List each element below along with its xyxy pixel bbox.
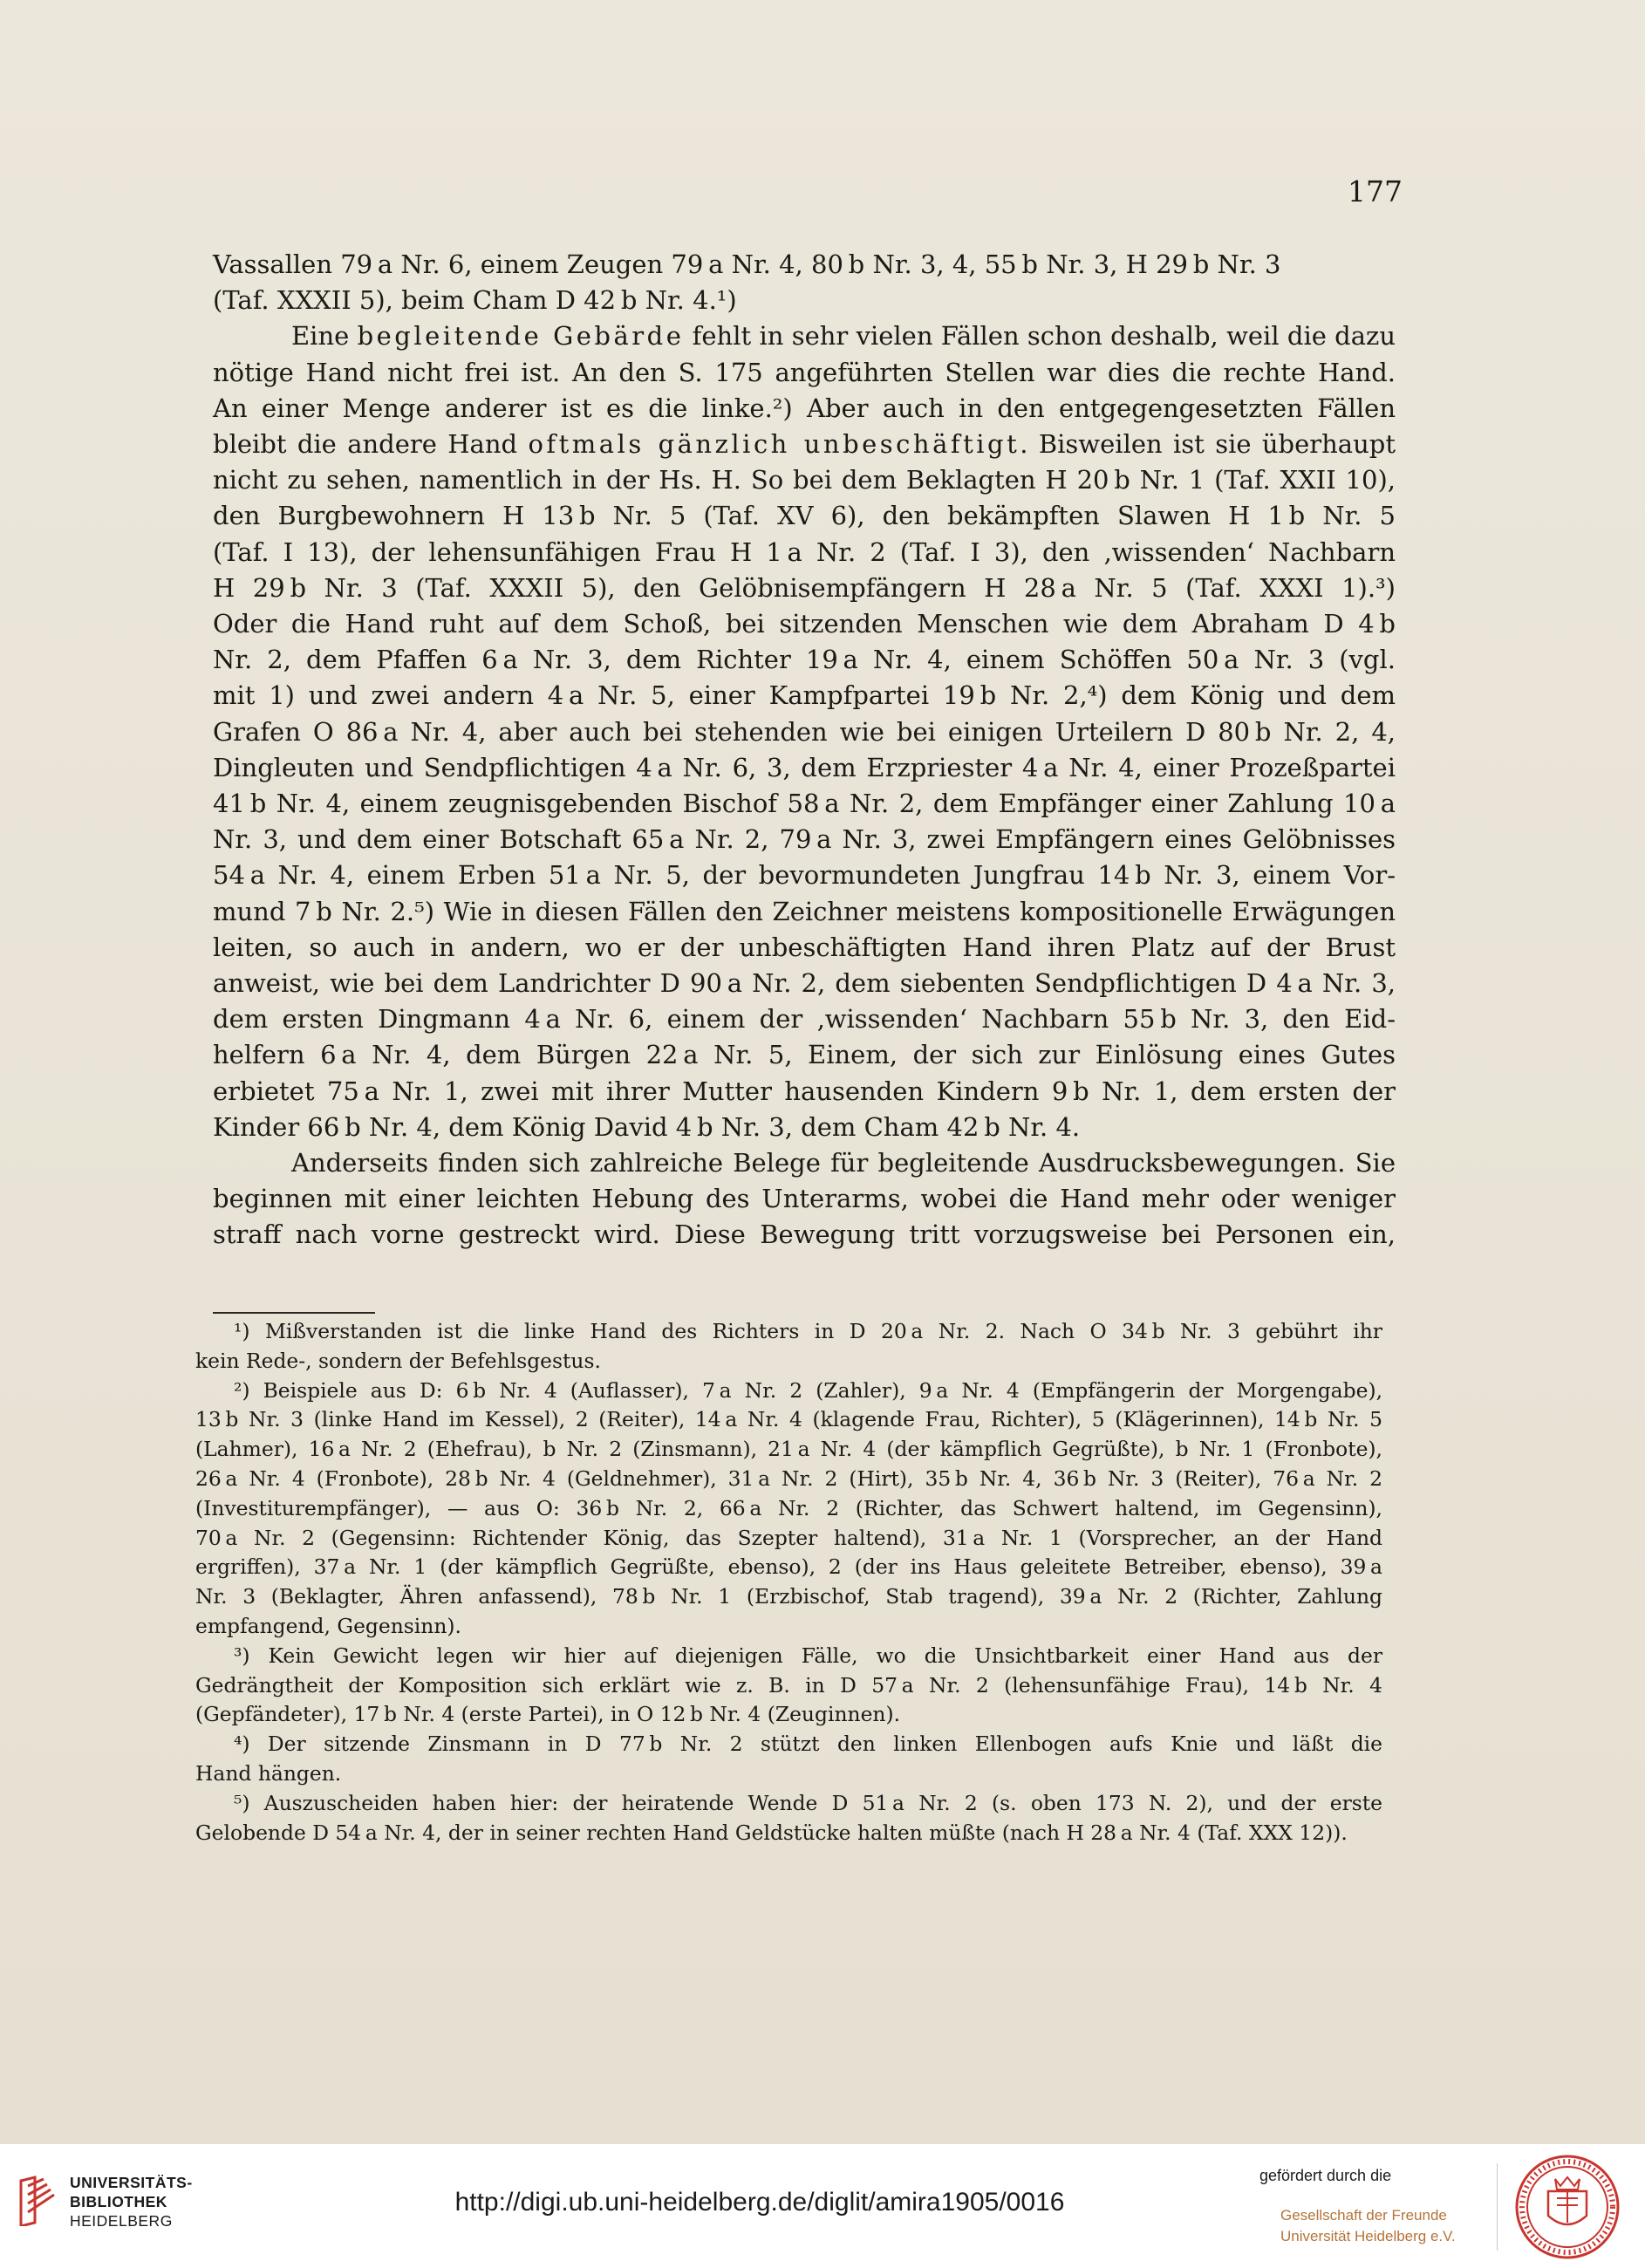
text-line: H 29 b Nr. 3 (Taf. XXXII 5), den Gelöbnisempfängern H 28 a Nr. 5 (Taf. XXXI 1).³) [213, 572, 1396, 603]
text-line: helfern 6 a Nr. 4, dem Bürgen 22 a Nr. 5, Einem, der sich zur Einlösung eines Gutes [213, 1040, 1396, 1070]
footer-bar [0, 2144, 1645, 2268]
footnote-line: Hand hängen. [195, 1760, 342, 1786]
text-line: nicht zu sehen, namentlich in der Hs. H. So bei dem Beklagten H 20 b Nr. 1 (Taf. XXII 10), [213, 465, 1396, 495]
text-line: mit 1) und zwei andern 4 a Nr. 5, einer Kampfpartei 19 b Nr. 2,⁴) dem König und dem [213, 680, 1396, 711]
text-line: Kinder 66 b Nr. 4, dem König David 4 b Nr. 3, dem Cham 42 b Nr. 4. [213, 1111, 1081, 1142]
text-line: (Taf. XXXII 5), beim Cham D 42 b Nr. 4.¹) [213, 285, 737, 316]
library-name-line: UNIVERSITÄTS- [70, 2174, 193, 2191]
society-name-line: Universität Heidelberg e.V. [1280, 2228, 1456, 2244]
text-line: den Burgbewohnern H 13 b Nr. 5 (Taf. XV 6), den bekämpften Slawen H 1 b Nr. 5 [213, 501, 1396, 531]
text-line: bleibt die andere Hand oftmals gänzlich unbeschäftigt. Bisweilen ist sie überhaupt [213, 429, 1396, 460]
main-text [213, 247, 1396, 1254]
emphasized-phrase: oftmals gänzlich unbeschäftigt [528, 429, 1020, 460]
text-line: dem ersten Dingmann 4 a Nr. 6, einem der ‚wissenden‘ Nachbarn 55 b Nr. 3, den Eid- [213, 1004, 1396, 1035]
text-line: leiten, so auch in andern, wo er der unbeschäftigten Hand ihren Platz auf der Brust [213, 932, 1396, 962]
footnote-line: (Lahmer), 16 a Nr. 2 (Ehefrau), b Nr. 2 (Zinsmann), 21 a Nr. 4 (der kämpflich Gegrüßte), b Nr. 1 (Fronbote), [195, 1437, 1382, 1462]
text-line: Anderseits finden sich zahlreiche Belege für begleitende Ausdrucksbewegungen. Sie [291, 1148, 1396, 1178]
text-line: Nr. 3, und dem einer Botschaft 65 a Nr. 2, 79 a Nr. 3, zwei Empfängern eines Gelöbnisses [213, 824, 1396, 855]
text-line: Nr. 2, dem Pfaffen 6 a Nr. 3, dem Richter 19 a Nr. 4, einem Schöffen 50 a Nr. 3 (vgl. [213, 645, 1396, 675]
footnote-line: kein Rede-, sondern der Befehlsgestus. [195, 1348, 601, 1373]
footnote-line: Gelobende D 54 a Nr. 4, der in seiner rechten Hand Geldstücke halten müßte (nach H 28 a Nr. 4 (Taf. XXX 12)). [195, 1820, 1348, 1845]
text-line: Dingleuten und Sendpflichtigen 4 a Nr. 6, 3, dem Erzpriester 4 a Nr. 4, einer Prozeßpartei [213, 752, 1396, 782]
university-seal-icon [1513, 2153, 1621, 2261]
footnote-line: ³) Kein Gewicht legen wir hier auf diejenigen Fälle, wo die Unsichtbarkeit einer Hand aus der [234, 1643, 1382, 1668]
text-line: mund 7 b Nr. 2.⁵) Wie in diesen Fällen den Zeichner meistens kompositionelle Erwägungen [213, 896, 1396, 926]
footnote-line: ¹) Mißverstanden ist die linke Hand des Richters in D 20 a Nr. 2. Nach O 34 b Nr. 3 gebührt ihr [234, 1319, 1382, 1343]
text-line: anweist, wie bei dem Landrichter D 90 a Nr. 2, dem siebenten Sendpflichtigen D 4 a Nr. 3, [213, 968, 1396, 999]
footnote-line: 26 a Nr. 4 (Fronbote), 28 b Nr. 4 (Geldnehmer), 31 a Nr. 2 (Hirt), 35 b Nr. 4, 36 b Nr. 3 (Reiter), 76 a Nr. 2 [195, 1465, 1382, 1491]
library-name-line: BIBLIOTHEK [70, 2193, 167, 2210]
text-line: Vassallen 79 a Nr. 6, einem Zeugen 79 a Nr. 4, 80 b Nr. 3, 4, 55 b Nr. 3, H 29 b Nr. 3 [213, 249, 1281, 279]
text-line: (Taf. I 13), der lehensunfähigen Frau H 1 a Nr. 2 (Taf. I 3), den ‚wissenden‘ Nachbarn [213, 536, 1396, 567]
text-line: Grafen O 86 a Nr. 4, aber auch bei stehenden wie bei einigen Urteilern D 80 b Nr. 2, 4, [213, 716, 1396, 747]
text-line: An einer Menge anderer ist es die linke.²) Aber auch in den entgegengesetzten Fällen [213, 393, 1396, 423]
footnote-line: ⁴) Der sitzende Zinsmann in D 77 b Nr. 2 stützt den linken Ellenbogen aufs Knie und läßt die [234, 1732, 1382, 1757]
footnote-line: 70 a Nr. 2 (Gegensinn: Richtender König, das Szepter haltend), 31 a Nr. 1 (Vorsprecher, an der Hand [195, 1525, 1382, 1550]
footnote-line: ⁵) Auszuscheiden haben hier: der heiratende Wende D 51 a Nr. 2 (s. oben 173 N. 2), und der erste [234, 1790, 1382, 1815]
footnote-line: ²) Beispiele aus D: 6 b Nr. 4 (Auflasser), 7 a Nr. 2 (Zahler), 9 a Nr. 4 (Empfängerin der Morgengabe), [234, 1377, 1382, 1403]
text-line: nötige Hand nicht frei ist. An den S. 175 angeführten Stellen war dies die rechte Hand. [213, 357, 1396, 387]
text-line: straff nach vorne gestreckt wird. Diese Bewegung tritt vorzugsweise bei Personen ein, [213, 1219, 1396, 1250]
footnote-line: (Gepfändeter), 17 b Nr. 4 (erste Partei), in O 12 b Nr. 4 (Zeuginnen). [195, 1702, 901, 1727]
footnotes [195, 1317, 1382, 1848]
footnote-line: (Investiturempfänger), — aus O: 36 b Nr. 2, 66 a Nr. 2 (Richter, das Schwert haltend, im Gegensinn), [195, 1495, 1382, 1520]
text-line: 41 b Nr. 4, einem zeugnisgebenden Bischof 58 a Nr. 2, dem Empfänger einer Zahlung 10 a [213, 789, 1396, 819]
footnote-line: Nr. 3 (Beklagter, Ähren anfassend), 78 b Nr. 1 (Erzbischof, Stab tragend), 39 a Nr. 2 (Richter, Zahlung [195, 1584, 1382, 1609]
footnote-line: Gedrängtheit der Komposition sich erklärt wie z. B. in D 57 a Nr. 2 (lehensunfähige Frau), 14 b Nr. 4 [195, 1672, 1382, 1698]
library-name-line: HEIDELBERG [70, 2212, 173, 2230]
emphasized-phrase: begleitende Gebärde [357, 321, 685, 352]
footnote-line: empfangend, Gegensinn). [195, 1613, 461, 1638]
funded-by-label: gefördert durch die [1259, 2167, 1392, 2184]
society-name-line: Gesellschaft der Freunde [1280, 2207, 1447, 2224]
ub-logo-icon [17, 2174, 59, 2226]
footnote-rule [213, 1312, 375, 1314]
text-line: 54 a Nr. 4, einem Erben 51 a Nr. 5, der bevormundeten Jungfrau 14 b Nr. 3, einem Vor- [213, 860, 1396, 891]
permalink-url[interactable]: http://digi.ub.uni-heidelberg.de/diglit/amira1905/0016 [454, 2188, 1065, 2217]
text-line: erbietet 75 a Nr. 1, zwei mit ihrer Mutter hausenden Kindern 9 b Nr. 1, dem ersten der [213, 1076, 1396, 1106]
footnote-line: 13 b Nr. 3 (linke Hand im Kessel), 2 (Reiter), 14 a Nr. 4 (klagende Frau, Richter), 5 (Klägerinnen), 14 b Nr. 5 [195, 1407, 1382, 1432]
text-line: Eine begleitende Gebärde fehlt in sehr vielen Fällen schon deshalb, weil die dazu [291, 321, 1396, 352]
text-line: Oder die Hand ruht auf dem Schoß, bei sitzenden Menschen wie dem Abraham D 4 b [213, 609, 1396, 639]
text-line: beginnen mit einer leichten Hebung des Unterarms, wobei die Hand mehr oder weniger [213, 1184, 1396, 1214]
footer-divider [1497, 2163, 1498, 2251]
page-number: 177 [1348, 174, 1403, 208]
footnote-line: ergriffen), 37 a Nr. 1 (der kämpflich Gegrüßte, ebenso), 2 (der ins Haus geleitete Betreiber, ebenso), 39 a [195, 1554, 1382, 1580]
